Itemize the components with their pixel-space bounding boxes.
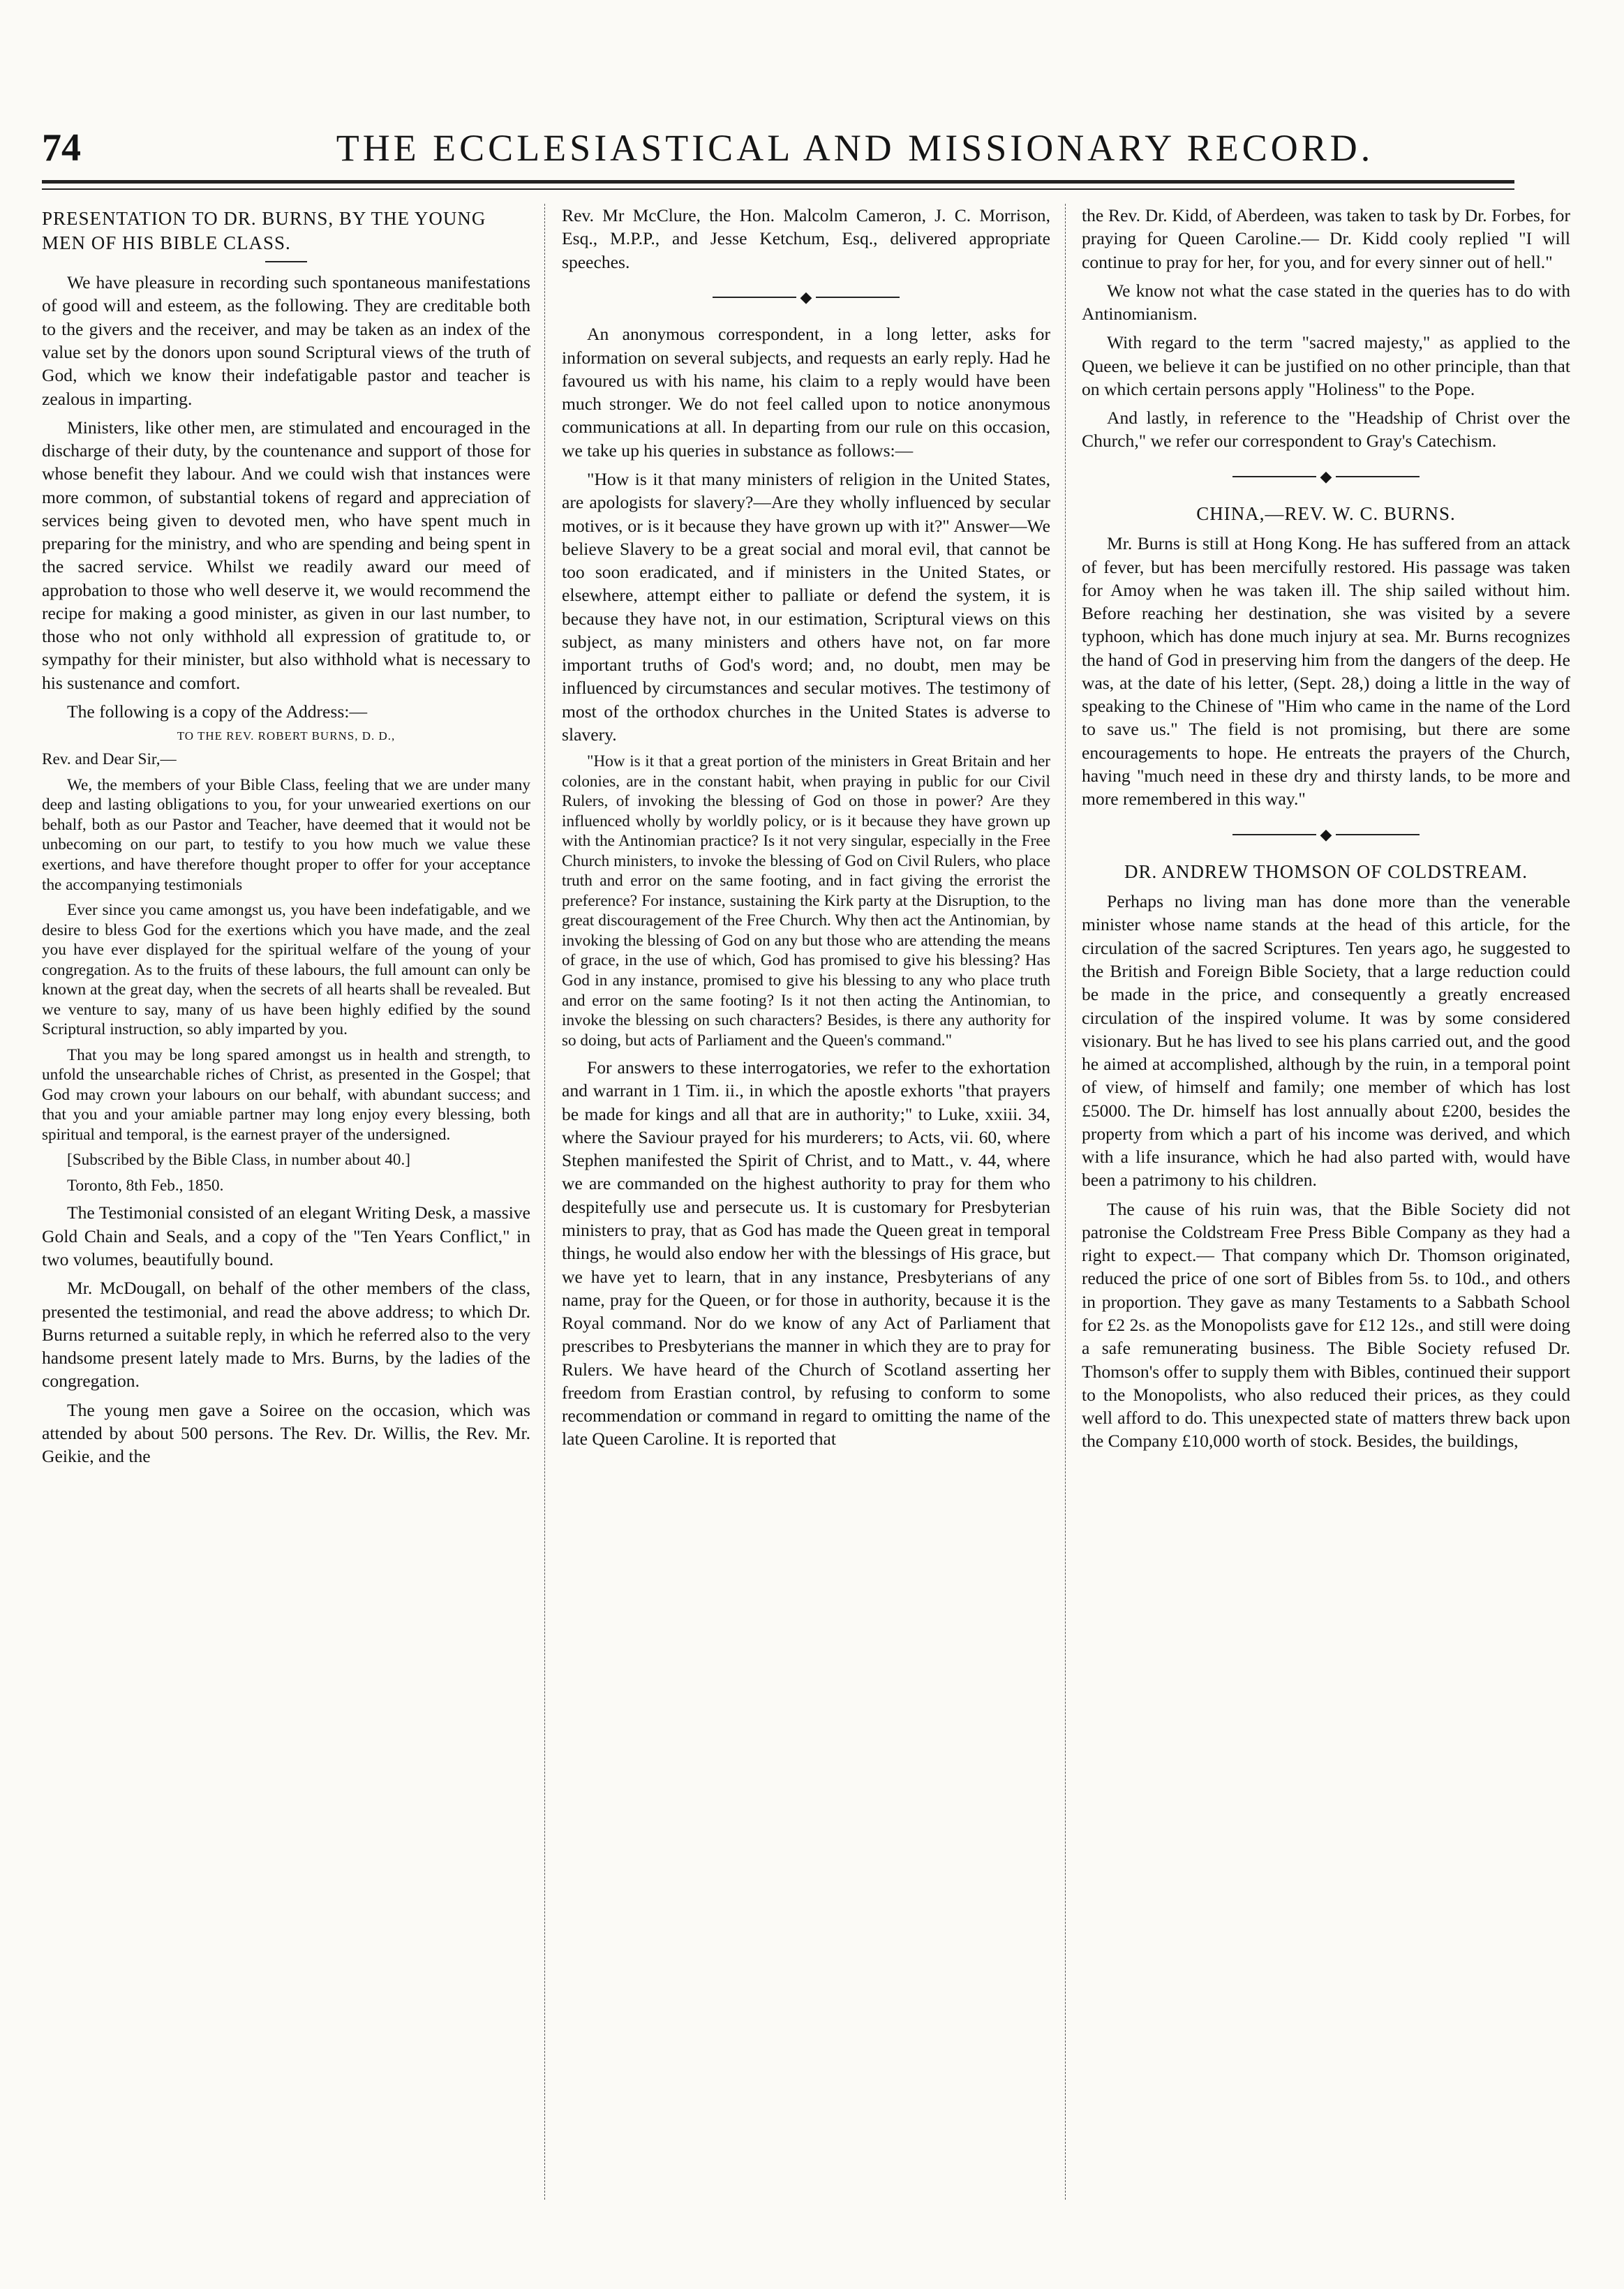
article-heading-china: CHINA,—REV. W. C. BURNS. xyxy=(1196,503,1456,525)
paragraph: The young men gave a Soiree on the occasion, which was attended by about 500 persons. The Rev. Dr. Willis, the Rev. Mr. Geikie, and the xyxy=(42,1399,530,1467)
paragraph: Mr. McDougall, on behalf of the other members of the class, presented the testimonial, and read the above address; to which Dr. Burns returned a suitable reply, in which he referred also to the very handsome present lately made to Mrs. Burns, by the ladies of the congregation. xyxy=(42,1278,530,1392)
paragraph: For answers to these interrogatories, we refer to the exhortation and warrant in 1 Tim. ii., in which the apostle exhorts "that prayers be made for kings and all that are in authority;" to Luke, xxiii. 34, where the Saviour prayed for his murderers; to Acts, vii. 60, where Stephen manifested the Spirit of Christ, and to Matt., v. 44, where we are commanded on the highest authority to pray for them who despitefully use and persecute us. It is customary for Presbyterian ministers to pray, that as God has made the Queen great in temporal things, he would also endow her with the blessings of His grace, but we have yet to learn, that in any instance, Presbyterians of any name, pray for the Queen, or for those in authority, because it is the Royal command. Nor do we know of any Act of Parliament that prescribes to Presbyterians the manner in which they are to pray for Rulers. We have heard of the Church of Scotland asserting her freedom from Erastian control, by refusing to conform to some recommendation or command in regard to omitting the name of the late Queen Caroline. It is reported that xyxy=(562,1057,1050,1449)
journal-title: THE ECCLESIASTICAL AND MISSIONARY RECORD. xyxy=(336,127,1374,169)
header-rule-thin xyxy=(42,188,1514,190)
article-heading-presentation: PRESENTATION TO DR. BURNS, BY THE YOUNG MEN OF HIS BIBLE CLASS. xyxy=(42,208,486,254)
section-ornament: ◆ xyxy=(1082,825,1570,845)
paragraph: The Testimonial consisted of an elegant Writing Desk, a massive Gold Chain and Seals, and a copy of the "Ten Years Conflict," in two volumes, beautifully bound. xyxy=(42,1202,530,1270)
paragraph: The following is a copy of the Address:— xyxy=(67,701,368,722)
article-heading-thomson: DR. ANDREW THOMSON OF COLDSTREAM. xyxy=(1124,861,1528,883)
address-signature: [Subscribed by the Bible Class, in number about 40.] xyxy=(67,1151,411,1170)
address-addressee: TO THE REV. ROBERT BURNS, D. D., xyxy=(177,729,396,743)
paragraph: We know not what the case stated in the queries has to do with Antinomianism. xyxy=(1082,280,1570,325)
section-ornament: ◆ xyxy=(1082,467,1570,487)
paragraph: the Rev. Dr. Kidd, of Aberdeen, was taken to task by Dr. Forbes, for praying for Queen Caroline.— Dr. Kidd cooly replied "I will continue to pray for her, for you, and for every sinner out of hell." xyxy=(1082,205,1570,272)
short-divider xyxy=(265,261,307,262)
section-ornament: ◆ xyxy=(562,288,1050,308)
quoted-query: "How is it that a great portion of the ministers in Great Britain and her colonies, are in the constant habit, when praying in public for our Civil Rulers, of invoking the blessing of God on those in power? Are they influenced wholly by worldly policy, or is it because they have grown up with the Antinomian practice? Is it not very singular, especially in the Free Church ministers, to invoke the blessing of God on Civil Rulers, who place truth and error on the same footing, and in fact giving the errorist the preference? For instance, sustaining the Kirk party at the Disruption, to the great discouragement of the Free Church. Why then act the Antinomian, by invoking the blessing of God on any but those who are attending the means of grace, in the use of which, God has promised to give his blessing? Has God in any instance, promised to give his blessing to any who place truth and error on the same footing? Is it not then acting the Antinomian, to invoke the blessing on such characters? Besides, is there any authority for so doing, but acts of Parliament and the Queen's command." xyxy=(562,752,1050,1050)
paragraph: Rev. Mr McClure, the Hon. Malcolm Cameron, J. C. Morrison, Esq., M.P.P., and Jesse Ketchum, Esq., delivered appropriate speeches. xyxy=(562,205,1050,272)
column-divider-1 xyxy=(544,204,545,2200)
paragraph: With regard to the term "sacred majesty," as applied to the Queen, we believe it can be justified on no other principle, than that on which certain persons apply "Holiness" to the Pope. xyxy=(1082,332,1570,399)
column-3 xyxy=(1082,204,1570,2200)
header-rule-thick xyxy=(42,180,1514,184)
paragraph: Mr. Burns is still at Hong Kong. He has suffered from an attack of fever, but has been mercifully restored. His passage was taken for Amoy when he was taken ill. The ship sailed without him. Before reaching her destination, she was visited by a severe typhoon, which has done much injury at sea. Mr. Burns recognizes the hand of God in preserving him from the dangers of the deep. He was, at the date of his letter, (Sept. 28,) doing a little in the way of speaking to the Chinese of "Him who came in the name of the Lord to save us." The field is not promising, but there are some encouragements to hope. He entreats the prayers of the Church, having "much need in these dry and thirsty lands, to be more and more remembered in this way." xyxy=(1082,533,1570,810)
column-divider-2 xyxy=(1065,204,1066,2200)
address-paragraph: Ever since you came amongst us, you have been indefatigable, and we desire to bless God for the exertions which you have made, and the zeal you have ever displayed for the spiritual welfare of the young of your congregation. As to the fruits of these labours, the full amount can only be known at the great day, when the secrets of all hearts shall be revealed. But we venture to say, many of us have been highly edified by the sound Scriptural instruction, so ably imparted by you. xyxy=(42,901,530,1039)
column-2 xyxy=(562,204,1050,2200)
paragraph: Ministers, like other men, are stimulated and encouraged in the discharge of their duty, by the countenance and support of those for whose benefit they labour. And we could wish that instances were more common, of substantial tokens of regard and appreciation of services being given to devoted men, who have spent much in preparing for the ministry, and who are spending and being spent in the sacred service. Whilst we readily award our meed of approbation to those who well deserve it, we would recommend the recipe for making a good minister, as given in our last number, to those who not only withhold all expression of gratitude to, or sympathy for their minister, but also withhold what is necessary to his sustenance and comfort. xyxy=(42,417,530,693)
paragraph: The cause of his ruin was, that the Bible Society did not patronise the Coldstream Free Press Bible Company as they had a right to expect.— That company which Dr. Thomson originated, reduced the price of one sort of Bibles from 5s. to 10d., and others in proportion. They gave as many Testaments to a Sabbath School for £2 2s. as the Monopolists gave for £12 12s., and still were doing a safe remunerating business. The Bible Society refused Dr. Thomson's offer to supply them with Bibles, continued their support to the Monopolists, who also reduced their prices, as they could well afford to do. This unexpected state of matters threw back upon the Company £10,000 worth of stock. Besides, the buildings, xyxy=(1082,1198,1570,1452)
column-1 xyxy=(42,204,530,2200)
address-paragraph: We, the members of your Bible Class, feeling that we are under many deep and lasting obligations to you, for your unwearied exertions on our behalf, both as our Pastor and Teacher, have deemed that it would not be unbecoming on our part, to testify to you how much we value these exertions, and have therefore thought proper to offer for your acceptance the accompanying testimonials xyxy=(42,775,530,894)
paragraph: We have pleasure in recording such spontaneous manifestations of good will and esteem, as the following. They are creditable both to the givers and the receiver, and may be taken as an index of the value set by the donors upon sound Scriptural views of the truth of God, which we know their indefatigable pastor and teacher is zealous in imparting. xyxy=(42,272,530,409)
running-header xyxy=(42,126,1514,174)
paragraph: And lastly, in reference to the "Headship of Christ over the Church," we refer our correspondent to Gray's Catechism. xyxy=(1082,408,1570,452)
page-number: 74 xyxy=(42,126,81,170)
address-date: Toronto, 8th Feb., 1850. xyxy=(67,1176,224,1195)
paragraph: An anonymous correspondent, in a long letter, asks for information on several subjects, and requests an early reply. Had he favoured us with his name, his claim to a reply would have been much stronger. We do not feel called upon to notice anonymous communications at all. In departing from our rule on this occasion, we take up his queries in substance as follows:— xyxy=(562,324,1050,461)
paragraph: Perhaps no living man has done more than the venerable minister whose name stands at the head of this article, for the circulation of the sacred Scriptures. Ten years ago, he suggested to the British and Foreign Bible Society, that a large reduction could be made in the price, and consequently a greatly encreased circulation of the inspired volume. It was by some considered visionary. But he has lived to see his plans carried out, and the good he aimed at accomplished, although by the ruin, in a temporal point of view, of himself and family; one member of which has lost £5000. The Dr. himself has lost annually about £200, besides the property from which a part of his income was derived, and which with a life insurance, which he had also parted with, would have been a patrimony to his children. xyxy=(1082,891,1570,1191)
address-paragraph: That you may be long spared amongst us in health and strength, to unfold the unsearchable riches of Christ, as presented in the Gospel; that God may crown your labours on our behalf, with abundant success; and that you and your amiable partner may long enjoy every blessing, both spiritual and temporal, is the earnest prayer of the undersigned. xyxy=(42,1045,530,1144)
paragraph: "How is it that many ministers of religion in the United States, are apologists for slavery?—Are they wholly influenced by secular motives, or is it because they have grown up with it?" Answer—We believe Slavery to be a great social and moral evil, that cannot be too soon eradicated, and if ministers in the United States, or elsewhere, attempt either to palliate or defend the system, it is because they have not, in our estimation, Scriptural views on this subject, as many ministers and others have not, on far more important truths of God's word; and, no doubt, men may be influenced by circumstances and secular motives. The testimony of most of the orthodox churches in the United States is adverse to slavery. xyxy=(562,468,1050,745)
address-salutation: Rev. and Dear Sir,— xyxy=(42,750,177,769)
